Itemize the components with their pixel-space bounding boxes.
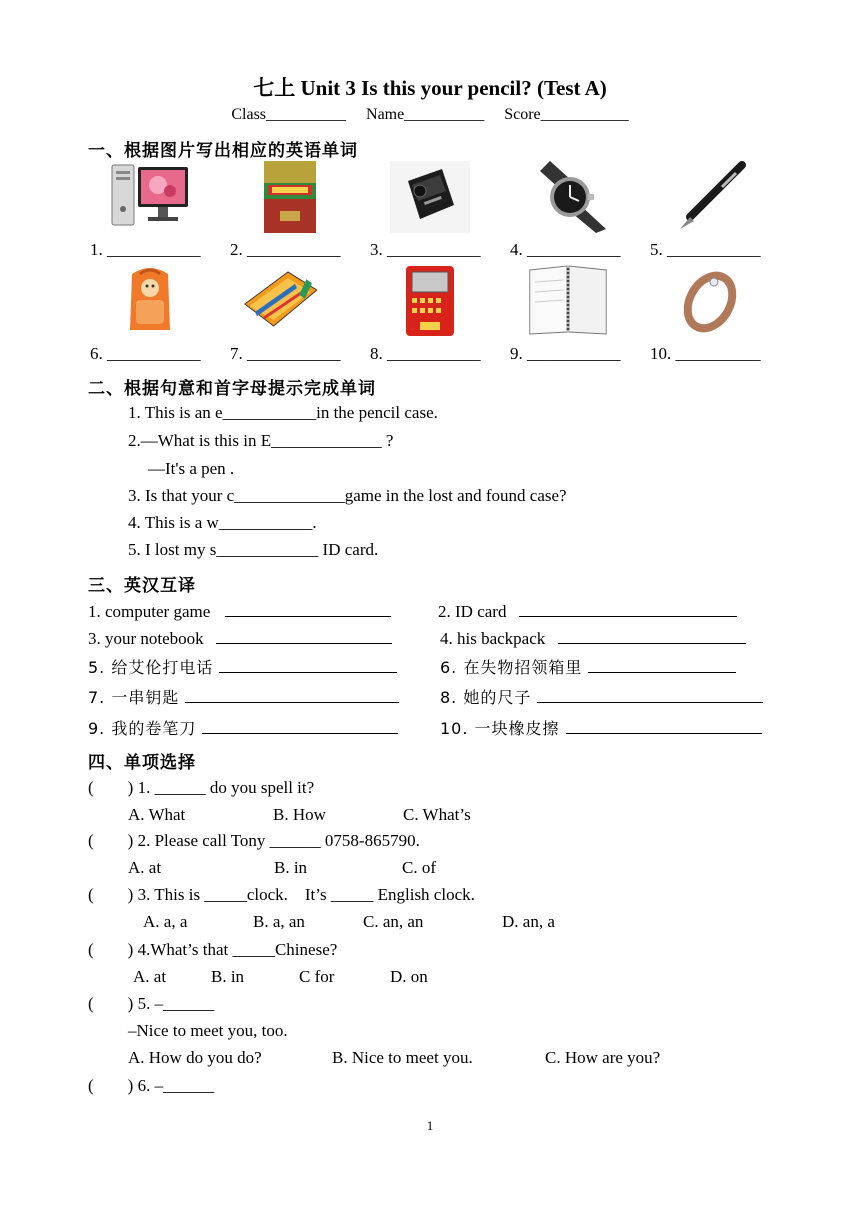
notebook-icon [528, 264, 608, 336]
q3-option-d: D. an, a [502, 912, 555, 931]
answer-line [558, 628, 746, 644]
q5-option-b: B. Nice to meet you. [332, 1048, 473, 1067]
item-4-blank: 4. ___________ [510, 240, 621, 259]
q1-option-a: A. What [128, 805, 186, 824]
q5-option-a: A. How do you do? [128, 1048, 262, 1067]
q2-option-b: B. in [274, 858, 308, 877]
answer-line [219, 657, 397, 673]
q4-option-c: C for [299, 967, 335, 986]
dictionary-icon [250, 161, 330, 233]
item-8-blank: 8. ___________ [370, 344, 481, 363]
s3-item-8: 8. 她的尺子 [440, 685, 763, 708]
q1-option-c: C. What’s [403, 805, 471, 824]
section3-heading: 三、英汉互译 [88, 576, 196, 596]
answer-line [566, 718, 762, 734]
section1-heading: 一、根据图片写出相应的英语单词 [88, 141, 358, 161]
s3-item-10: 10. 一块橡皮擦 [440, 716, 762, 739]
q3-option-b: B. a, an [253, 912, 305, 931]
question-4: ( ) 4.What’s that _____Chinese? [88, 940, 338, 959]
question-3: ( ) 3. This is _____clock. It’s _____ English clock. [88, 885, 475, 904]
student-info-line [0, 106, 860, 124]
q2-option-a: A. at [128, 858, 162, 877]
answer-line [216, 628, 392, 644]
s3-item-3: 3. your notebook [88, 628, 392, 649]
item-5-blank: 5. ___________ [650, 240, 761, 259]
answer-line [588, 657, 736, 673]
answer-line [202, 718, 398, 734]
section4-heading: 四、单项选择 [88, 753, 196, 773]
q2-option-c: C. of [402, 858, 436, 877]
answer-line [225, 601, 391, 617]
ring-icon [670, 264, 750, 336]
page-number: 1 [426, 1118, 434, 1133]
q3-option-a: A. a, a [143, 912, 188, 931]
item-9-blank: 9. ___________ [510, 344, 621, 363]
q4-option-d: D. on [390, 967, 428, 986]
s2-line-1: 1. This is an e___________in the pencil case. [128, 403, 438, 422]
name-field: Name__________ [366, 106, 485, 123]
section2-heading: 二、根据句意和首字母提示完成单词 [88, 379, 376, 399]
q3-option-c: C. an, an [363, 912, 424, 931]
s3-item-9: 9. 我的卷笔刀 [88, 716, 398, 739]
s2-line-2: 2.—What is this in E_____________ ? [128, 431, 394, 450]
s3-item-5: 5. 给艾伦打电话 [88, 655, 397, 678]
question-2: ( ) 2. Please call Tony ______ 0758-865790. [88, 831, 420, 850]
question-5: ( ) 5. –______ [88, 994, 215, 1013]
item-10-blank: 10. __________ [650, 344, 761, 363]
item-3-blank: 3. ___________ [370, 240, 481, 259]
s3-item-1: 1. computer game [88, 601, 391, 622]
page-title: 七上 Unit 3 Is this your pencil? (Test A) [253, 76, 607, 100]
electronic-game-icon [390, 264, 470, 336]
item-1-blank: 1. ___________ [90, 240, 201, 259]
computer-icon [110, 161, 190, 233]
answer-line [185, 687, 399, 703]
class-field: Class__________ [231, 106, 347, 123]
watch-icon [530, 161, 610, 233]
item-7-blank: 7. ___________ [230, 344, 341, 363]
question-6: ( ) 6. –______ [88, 1076, 215, 1095]
s2-line-5: 5. I lost my s____________ ID card. [128, 540, 379, 559]
score-field: Score___________ [504, 106, 629, 123]
s2-line-3: 3. Is that your c_____________game in the lost and found case? [128, 486, 567, 505]
answer-line [519, 601, 737, 617]
q5-reply: –Nice to meet you, too. [128, 1021, 288, 1040]
s3-item-7: 7. 一串钥匙 [88, 685, 399, 708]
q5-option-c: C. How are you? [545, 1048, 661, 1067]
s3-item-6: 6. 在失物招领箱里 [440, 655, 736, 678]
backpack-icon [110, 264, 190, 336]
q1-option-b: B. How [273, 805, 326, 824]
pencil-case-icon [240, 264, 320, 336]
answer-line [537, 687, 763, 703]
item-2-blank: 2. ___________ [230, 240, 341, 259]
s3-item-4: 4. his backpack [440, 628, 746, 649]
item-6-blank: 6. ___________ [90, 344, 201, 363]
s2-line-4: 4. This is a w___________. [128, 513, 317, 532]
s3-item-2: 2. ID card [438, 601, 737, 622]
q4-option-b: B. in [211, 967, 245, 986]
s2-line-2-reply: —It's a pen . [148, 459, 235, 478]
question-1: ( ) 1. ______ do you spell it? [88, 778, 315, 797]
pen-icon [670, 161, 750, 233]
pencil-sharpener-icon [390, 161, 470, 233]
q4-option-a: A. at [133, 967, 167, 986]
